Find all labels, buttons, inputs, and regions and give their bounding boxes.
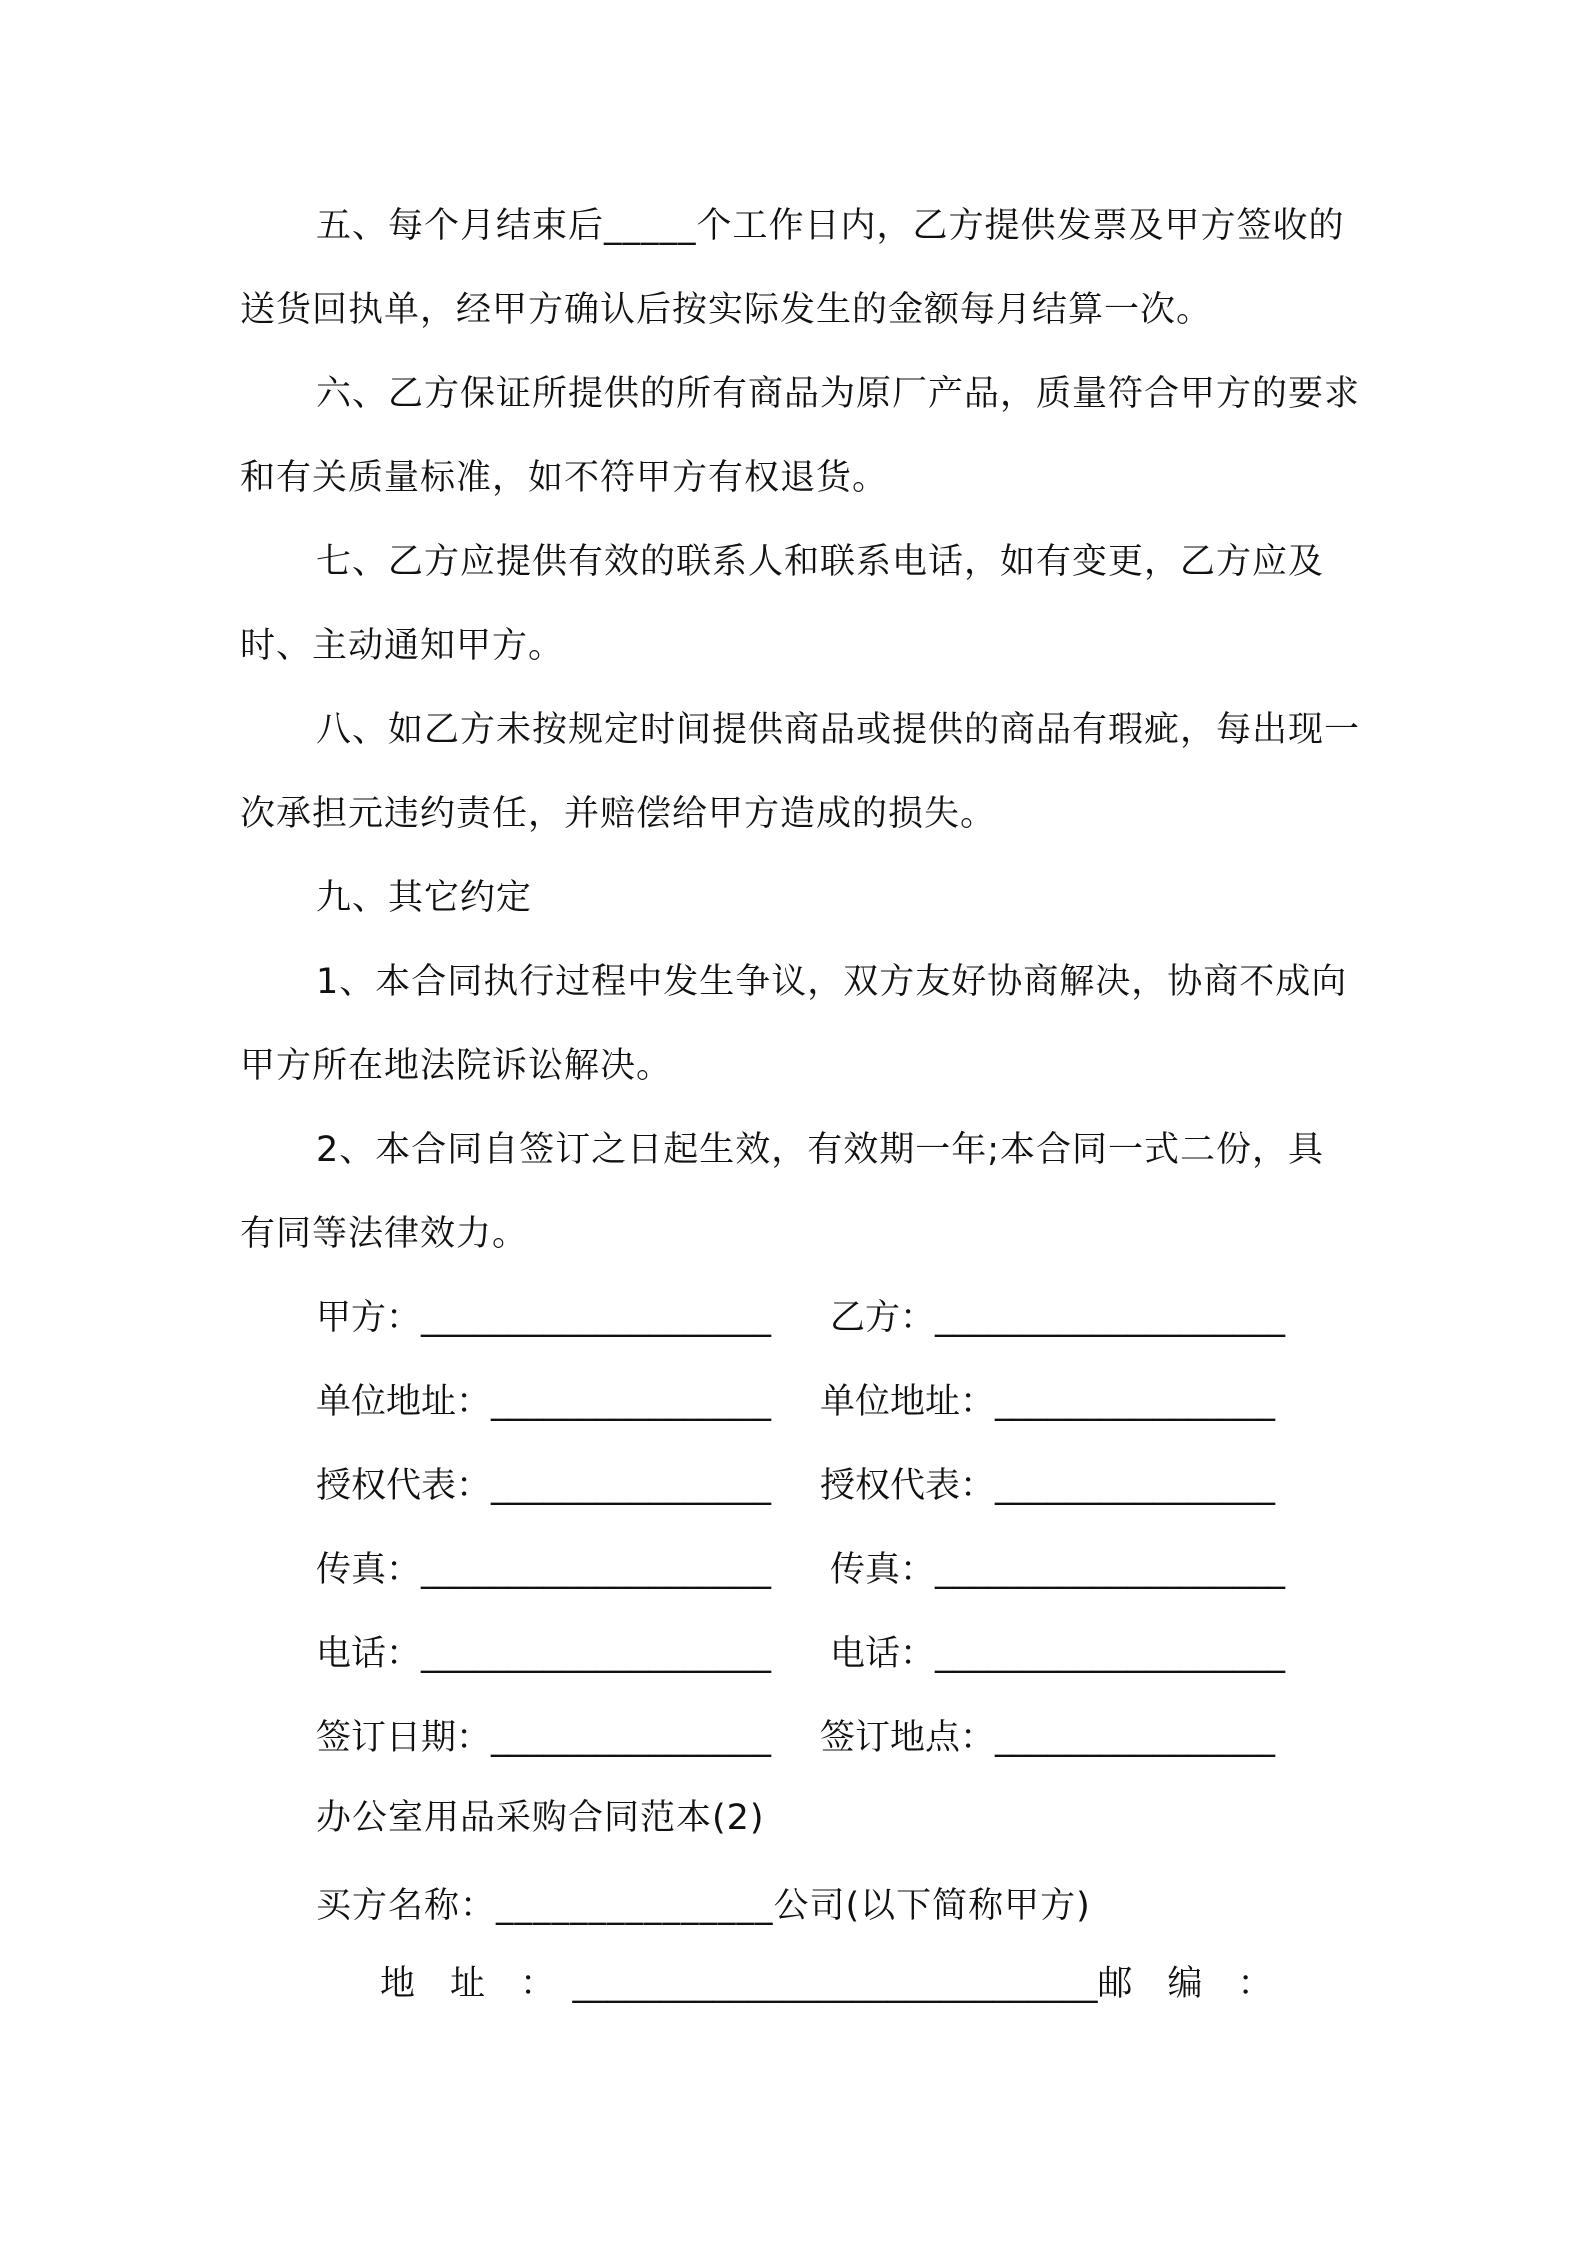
clause-9-2: 2、本合同自签订之日起生效，有效期一年;本合同一式二份，具有同等法律效力。 bbox=[240, 1130, 1325, 1254]
party-a-line: 甲方：____________________ bbox=[316, 1298, 772, 1338]
clause-7: 七、乙方应提供有效的联系人和联系电话，如有变更，乙方应及时、主动通知甲方。 bbox=[240, 542, 1325, 666]
sign-date-line: 签订日期：________________ bbox=[316, 1718, 772, 1758]
tel-a-line: 电话：____________________ bbox=[316, 1634, 772, 1674]
clause-9-1: 1、本合同执行过程中发生争议，双方友好协商解决，协商不成向甲方所在地法院诉讼解决。 bbox=[240, 962, 1348, 1086]
representative-b-line: 授权代表：________________ bbox=[820, 1466, 1276, 1506]
fax-a-line: 传真：____________________ bbox=[316, 1550, 772, 1590]
clause-6: 六、乙方保证所提供的所有商品为原厂产品，质量符合甲方的要求和有关质量标准，如不符甲方有权退货。 bbox=[240, 374, 1361, 498]
address-b-line: 单位地址：________________ bbox=[820, 1382, 1276, 1422]
fax-b-line: 传真：____________________ bbox=[830, 1550, 1286, 1590]
tel-b-line: 电话：____________________ bbox=[830, 1634, 1286, 1674]
clause-9: 九、其它约定 bbox=[316, 878, 533, 918]
representative-a-line: 授权代表：________________ bbox=[316, 1466, 772, 1506]
sign-place-line: 签订地点：________________ bbox=[820, 1718, 1276, 1758]
buyer-address-line: 地 址 ： ______________________________邮 编 ： bbox=[380, 1964, 1273, 2004]
address-a-line: 单位地址：________________ bbox=[316, 1382, 772, 1422]
clause-5: 五、每个月结束后_____个工作日内，乙方提供发票及甲方签收的送货回执单，经甲方确认后按实际发生的金额每月结算一次。 bbox=[240, 206, 1345, 330]
section-2-title: 办公室用品采购合同范本(2) bbox=[316, 1798, 765, 1838]
buyer-name-line: 买方名称：_______________公司(以下简称甲方) bbox=[316, 1886, 1091, 1926]
party-b-line: 乙方：____________________ bbox=[830, 1298, 1286, 1338]
clause-8: 八、如乙方未按规定时间提供商品或提供的商品有瑕疵，每出现一次承担元违约责任，并赔偿给甲方造成的损失。 bbox=[240, 710, 1361, 834]
